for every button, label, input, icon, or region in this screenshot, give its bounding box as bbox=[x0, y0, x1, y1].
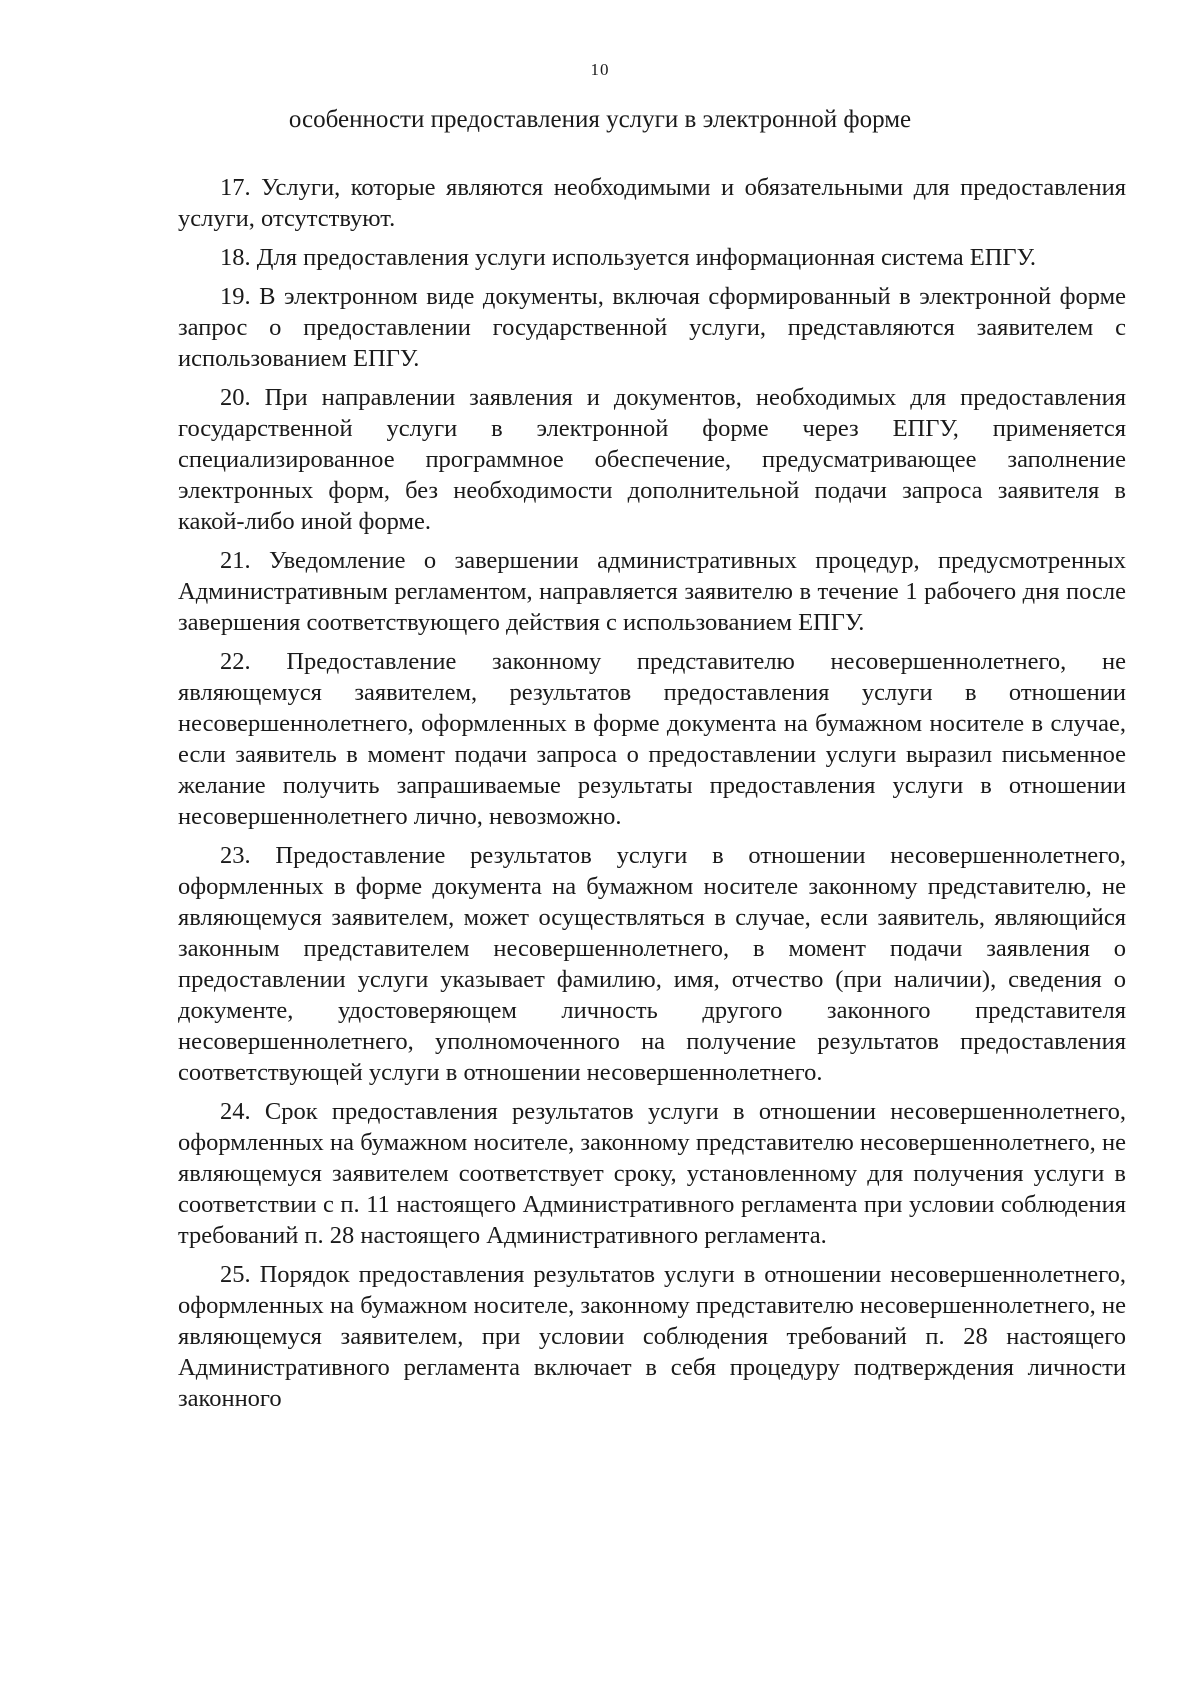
paragraph-21: 21. Уведомление о завершении административных процедур, предусмотренных Административным регламентом, направляется заявителю в течение 1 рабочего дня после завершения соответствующего действия с использованием ЕПГУ. bbox=[178, 547, 1126, 636]
paragraph-25: 25. Порядок предоставления результатов услуги в отношении несовершеннолетнего, оформленных на бумажном носителе, законному представителю несовершеннолетнего, не являющемуся заявителем, при условии соблюдения требований п. 28 настоящего Административного регламента включает в себя процедуру подтверждения личности законного bbox=[178, 1261, 1126, 1412]
paragraph-23: 23. Предоставление результатов услуги в отношении несовершеннолетнего, оформленных в форме документа на бумажном носителе законному представителю, не являющемуся заявителем, может осуществляться в случае, если заявитель, являющийся законным представителем несовершеннолетнего, в момент подачи заявления о предоставлении услуги указывает фамилию, имя, отчество (при наличии), сведения о документе, удостоверяющем личность другого законного представителя несовершеннолетнего, уполномоченного на получение результатов предоставления соответствующей услуги в отношении несовершеннолетнего. bbox=[178, 842, 1126, 1086]
paragraph-24: 24. Срок предоставления результатов услуги в отношении несовершеннолетнего, оформленных на бумажном носителе, законному представителю несовершеннолетнего, не являющемуся заявителем соответствует сроку, установленному для получения услуги в соответствии с п. 11 настоящего Административного регламента при условии соблюдения требований п. 28 настоящего Административного регламента. bbox=[178, 1098, 1126, 1249]
document-body bbox=[178, 172, 1126, 1422]
paragraph-18: 18. Для предоставления услуги используется информационная система ЕПГУ. bbox=[220, 244, 1037, 271]
paragraph-19: 19. В электронном виде документы, включая сформированный в электронной форме запрос о предоставлении государственной услуги, представляются заявителем с использованием ЕПГУ. bbox=[178, 283, 1126, 372]
section-heading: особенности предоставления услуги в электронной форме bbox=[288, 106, 912, 133]
paragraph-17: 17. Услуги, которые являются необходимыми и обязательными для предоставления услуги, отсутствуют. bbox=[178, 174, 1126, 232]
paragraph-22: 22. Предоставление законному представителю несовершеннолетнего, не являющемуся заявителем, результатов предоставления услуги в отношении несовершеннолетнего, оформленных в форме документа на бумажном носителе в случае, если заявитель в момент подачи запроса о предоставлении услуги выразил письменное желание получить запрашиваемые результаты предоставления услуги в отношении несовершеннолетнего лично, невозможно. bbox=[178, 648, 1126, 830]
paragraph-20: 20. При направлении заявления и документов, необходимых для предоставления государственной услуги в электронной форме через ЕПГУ, применяется специализированное программное обеспечение, предусматривающее заполнение электронных форм, без необходимости дополнительной подачи запроса заявителя в какой-либо иной форме. bbox=[178, 384, 1126, 535]
page-number: 10 bbox=[590, 60, 610, 79]
